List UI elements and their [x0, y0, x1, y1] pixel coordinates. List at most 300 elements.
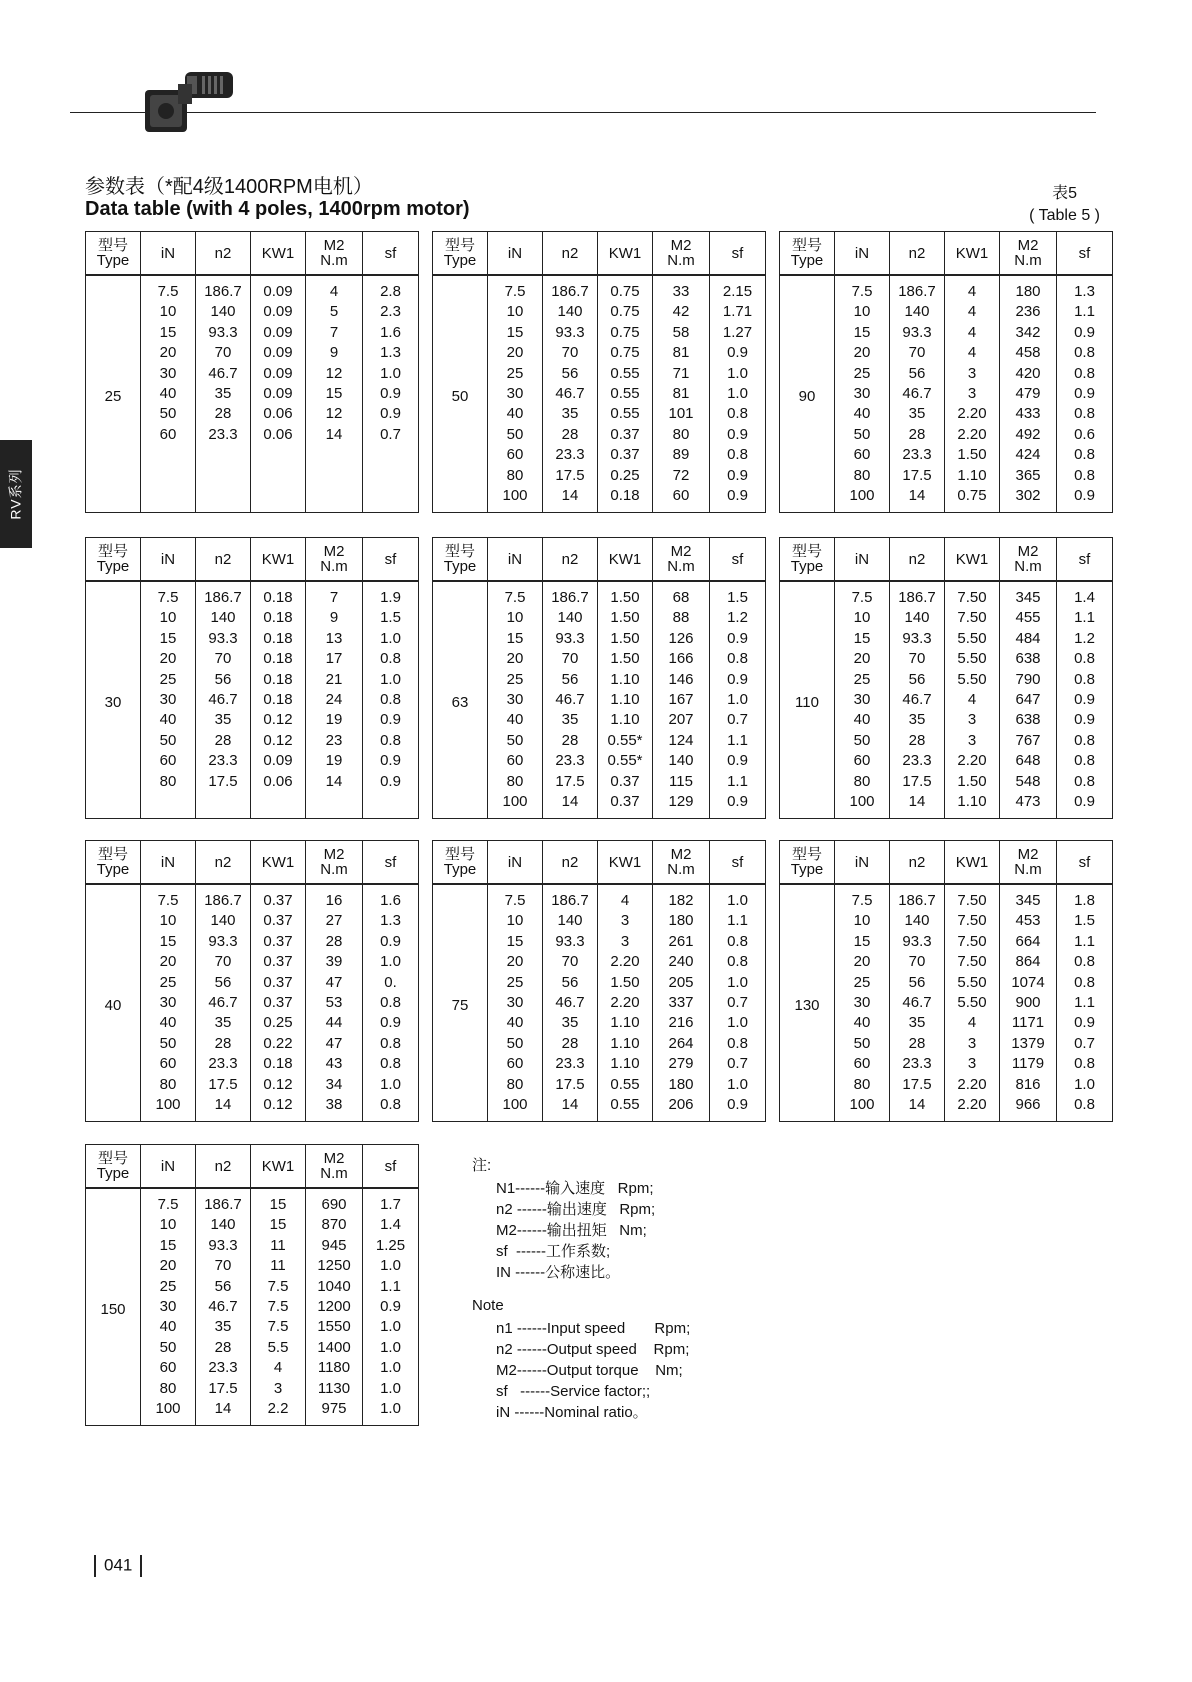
cell-kw1: 0.25: [598, 466, 653, 486]
cell-n2: 46.7: [196, 1297, 251, 1317]
cell-kw1: 5.50: [945, 649, 1000, 669]
cell-sf: 0.9: [1057, 384, 1113, 404]
header-m2-unit: N.m: [320, 252, 348, 269]
cell-m2: 4: [306, 275, 363, 302]
cell-in: 10: [835, 302, 890, 322]
filler-cell: [306, 1419, 363, 1425]
cell-kw1: 15: [251, 1188, 306, 1215]
cell-m2: 81: [653, 384, 710, 404]
header-type-en: Type: [443, 252, 477, 269]
data-table-type-25: [85, 231, 419, 513]
cell-m2: 43: [306, 1054, 363, 1074]
cell-in: 80: [835, 1075, 890, 1095]
cell-kw1: 2.20: [598, 952, 653, 972]
cell-sf: 0.9: [363, 384, 419, 404]
cell-sf: 1.27: [710, 323, 766, 343]
filler-cell: [141, 445, 196, 512]
header-n2: n2: [890, 841, 945, 885]
cell-m2: 205: [653, 973, 710, 993]
notes-en-line: iN ------Nominal ratio。: [496, 1404, 648, 1421]
header-in: iN: [835, 232, 890, 276]
cell-sf: 1.0: [710, 884, 766, 911]
cell-sf: 0.8: [1057, 343, 1113, 363]
cell-in: 10: [141, 302, 196, 322]
cell-in: 7.5: [488, 884, 543, 911]
header-sf: sf: [710, 538, 766, 582]
filler-cell: [363, 1419, 419, 1425]
cell-m2: 638: [1000, 649, 1057, 669]
cell-n2: 93.3: [543, 323, 598, 343]
header-sf: sf: [1057, 232, 1113, 276]
cell-sf: 0.8: [1057, 445, 1113, 465]
cell-sf: 1.0: [363, 1379, 419, 1399]
page-number-bar-right: [140, 1555, 142, 1577]
header-type-en: Type: [790, 558, 824, 575]
cell-in: 60: [835, 445, 890, 465]
cell-n2: 56: [196, 670, 251, 690]
cell-kw1: 1.50: [598, 581, 653, 608]
table-row: [433, 884, 766, 911]
cell-in: 20: [141, 1256, 196, 1276]
cell-sf: 1.6: [363, 884, 419, 911]
cell-kw1: 3: [945, 1054, 1000, 1074]
cell-kw1: 3: [945, 731, 1000, 751]
cell-sf: 0.: [363, 973, 419, 993]
cell-sf: 0.8: [710, 404, 766, 424]
cell-kw1: 4: [945, 302, 1000, 322]
filler-cell: [196, 445, 251, 512]
cell-in: 40: [141, 1013, 196, 1033]
cell-kw1: 0.09: [251, 343, 306, 363]
cell-in: 10: [835, 608, 890, 628]
cell-in: 60: [488, 751, 543, 771]
cell-n2: 70: [196, 649, 251, 669]
cell-in: 80: [141, 772, 196, 792]
header-sf: sf: [363, 841, 419, 885]
cell-in: 100: [835, 486, 890, 506]
header-type: [86, 1145, 141, 1189]
table-row: [86, 1188, 419, 1215]
header-n2: n2: [890, 538, 945, 582]
cell-m2: 473: [1000, 792, 1057, 812]
header-in: iN: [835, 841, 890, 885]
cell-sf: 0.9: [1057, 323, 1113, 343]
cell-n2: 140: [196, 302, 251, 322]
cell-kw1: 0.55: [598, 1075, 653, 1095]
cell-in: 7.5: [488, 275, 543, 302]
cell-n2: 17.5: [196, 1075, 251, 1095]
cell-kw1: 4: [945, 275, 1000, 302]
cell-m2: 7: [306, 323, 363, 343]
header-m2: [306, 1145, 363, 1189]
cell-kw1: 0.55: [598, 384, 653, 404]
cell-kw1: 1.10: [598, 710, 653, 730]
cell-m2: 166: [653, 649, 710, 669]
cell-kw1: 1.10: [598, 1054, 653, 1074]
cell-n2: 186.7: [196, 275, 251, 302]
table-row: [433, 275, 766, 302]
cell-m2: 17: [306, 649, 363, 669]
cell-kw1: 1.10: [598, 1034, 653, 1054]
header-kw1: KW1: [251, 1145, 306, 1189]
cell-n2: 93.3: [196, 1236, 251, 1256]
cell-in: 40: [835, 404, 890, 424]
type-value: 75: [433, 884, 488, 1122]
cell-in: 15: [141, 629, 196, 649]
cell-in: 20: [141, 343, 196, 363]
cell-in: 60: [488, 1054, 543, 1074]
cell-n2: 46.7: [543, 384, 598, 404]
cell-n2: 56: [196, 973, 251, 993]
cell-kw1: 4: [945, 343, 1000, 363]
cell-n2: 23.3: [890, 445, 945, 465]
cell-n2: 35: [543, 1013, 598, 1033]
cell-sf: 0.8: [1057, 404, 1113, 424]
cell-m2: 1171: [1000, 1013, 1057, 1033]
cell-kw1: 3: [251, 1379, 306, 1399]
cell-m2: 21: [306, 670, 363, 690]
cell-in: 25: [835, 670, 890, 690]
cell-kw1: 0.09: [251, 302, 306, 322]
cell-in: 20: [835, 343, 890, 363]
cell-sf: 2.3: [363, 302, 419, 322]
header-in: iN: [141, 1145, 196, 1189]
data-table-type-50: [432, 231, 766, 513]
cell-in: 50: [488, 731, 543, 751]
cell-n2: 56: [890, 670, 945, 690]
cell-kw1: 0.55*: [598, 731, 653, 751]
filler-cell: [543, 506, 598, 512]
cell-m2: 864: [1000, 952, 1057, 972]
cell-n2: 17.5: [196, 772, 251, 792]
header-kw1: KW1: [598, 538, 653, 582]
cell-m2: 146: [653, 670, 710, 690]
cell-kw1: 0.09: [251, 751, 306, 771]
cell-sf: 0.8: [363, 1054, 419, 1074]
cell-in: 50: [835, 1034, 890, 1054]
cell-m2: 14: [306, 425, 363, 445]
cell-sf: 0.9: [710, 425, 766, 445]
filler-cell: [1000, 506, 1057, 512]
cell-n2: 56: [543, 973, 598, 993]
cell-m2: 89: [653, 445, 710, 465]
cell-sf: 0.8: [363, 649, 419, 669]
cell-n2: 14: [890, 792, 945, 812]
header-sf: sf: [363, 1145, 419, 1189]
filler-cell: [835, 1115, 890, 1121]
cell-m2: 548: [1000, 772, 1057, 792]
cell-n2: 35: [196, 1013, 251, 1033]
type-value: 90: [780, 275, 835, 513]
cell-m2: 638: [1000, 710, 1057, 730]
cell-n2: 93.3: [196, 323, 251, 343]
filler-cell: [1057, 812, 1113, 818]
cell-m2: 337: [653, 993, 710, 1013]
cell-in: 20: [488, 649, 543, 669]
header-m2: [653, 841, 710, 885]
filler-cell: [598, 812, 653, 818]
cell-in: 30: [141, 993, 196, 1013]
filler-cell: [196, 792, 251, 818]
cell-kw1: 5.5: [251, 1338, 306, 1358]
filler-cell: [141, 1115, 196, 1121]
type-value: 40: [86, 884, 141, 1122]
cell-kw1: 0.18: [251, 649, 306, 669]
filler-cell: [1057, 506, 1113, 512]
cell-n2: 14: [543, 792, 598, 812]
notes-en-title: Note: [472, 1297, 504, 1314]
header-type-cn: 型号: [97, 237, 128, 254]
cell-n2: 46.7: [890, 993, 945, 1013]
cell-m2: 492: [1000, 425, 1057, 445]
header-m2-unit: N.m: [667, 558, 695, 575]
cell-sf: 0.7: [363, 425, 419, 445]
filler-cell: [543, 812, 598, 818]
cell-m2: 1074: [1000, 973, 1057, 993]
cell-kw1: 0.75: [598, 343, 653, 363]
cell-kw1: 0.12: [251, 1075, 306, 1095]
cell-in: 100: [141, 1095, 196, 1115]
header-m2: [1000, 538, 1057, 582]
header-m2-label: M2: [323, 846, 345, 863]
cell-m2: 790: [1000, 670, 1057, 690]
cell-sf: 1.71: [710, 302, 766, 322]
header-in: iN: [488, 538, 543, 582]
cell-n2: 14: [543, 486, 598, 506]
cell-kw1: 0.75: [598, 302, 653, 322]
cell-m2: 101: [653, 404, 710, 424]
filler-cell: [710, 1115, 766, 1121]
cell-sf: 1.6: [363, 323, 419, 343]
header-m2-unit: N.m: [320, 558, 348, 575]
cell-m2: 365: [1000, 466, 1057, 486]
header-m2: [653, 232, 710, 276]
filler-cell: [251, 1115, 306, 1121]
cell-m2: 345: [1000, 581, 1057, 608]
cell-in: 30: [835, 993, 890, 1013]
cell-n2: 140: [890, 302, 945, 322]
cell-sf: 0.8: [1057, 649, 1113, 669]
header-n2: n2: [196, 841, 251, 885]
header-type: [780, 841, 835, 885]
cell-in: 20: [488, 343, 543, 363]
cell-n2: 35: [890, 710, 945, 730]
filler-cell: [306, 792, 363, 818]
filler-cell: [945, 812, 1000, 818]
cell-n2: 14: [543, 1095, 598, 1115]
cell-in: 25: [488, 364, 543, 384]
header-sf: sf: [363, 232, 419, 276]
type-value: 150: [86, 1188, 141, 1426]
cell-in: 25: [141, 1277, 196, 1297]
cell-n2: 46.7: [196, 690, 251, 710]
cell-m2: 180: [1000, 275, 1057, 302]
cell-n2: 17.5: [890, 1075, 945, 1095]
cell-in: 50: [141, 1338, 196, 1358]
heading-english: Data table (with 4 poles, 1400rpm motor): [85, 198, 470, 220]
cell-in: 20: [835, 952, 890, 972]
cell-sf: 0.8: [710, 445, 766, 465]
cell-m2: 16: [306, 884, 363, 911]
cell-n2: 17.5: [543, 772, 598, 792]
cell-n2: 93.3: [543, 629, 598, 649]
cell-sf: 1.3: [363, 343, 419, 363]
cell-sf: 0.9: [710, 792, 766, 812]
cell-kw1: 7.50: [945, 911, 1000, 931]
cell-m2: 1179: [1000, 1054, 1057, 1074]
cell-in: 50: [835, 731, 890, 751]
filler-cell: [141, 1419, 196, 1425]
header-type-cn: 型号: [97, 1150, 128, 1167]
cell-n2: 35: [196, 1317, 251, 1337]
header-m2-label: M2: [1017, 543, 1039, 560]
cell-kw1: 0.09: [251, 275, 306, 302]
cell-in: 50: [488, 1034, 543, 1054]
notes-cn-line: IN ------公称速比。: [496, 1264, 621, 1281]
cell-n2: 140: [543, 302, 598, 322]
cell-n2: 28: [196, 731, 251, 751]
cell-kw1: 0.55: [598, 1095, 653, 1115]
cell-in: 80: [835, 772, 890, 792]
cell-kw1: 0.12: [251, 1095, 306, 1115]
cell-sf: 0.9: [363, 772, 419, 792]
filler-cell: [251, 1419, 306, 1425]
cell-sf: 1.0: [363, 1358, 419, 1378]
cell-m2: 167: [653, 690, 710, 710]
filler-cell: [1000, 812, 1057, 818]
cell-in: 7.5: [141, 275, 196, 302]
cell-kw1: 3: [945, 364, 1000, 384]
cell-sf: 1.3: [1057, 275, 1113, 302]
cell-kw1: 0.12: [251, 731, 306, 751]
cell-n2: 56: [890, 364, 945, 384]
cell-in: 60: [141, 1054, 196, 1074]
cell-m2: 342: [1000, 323, 1057, 343]
header-in: iN: [141, 232, 196, 276]
cell-kw1: 0.18: [251, 581, 306, 608]
cell-kw1: 2.20: [945, 404, 1000, 424]
filler-cell: [251, 792, 306, 818]
cell-n2: 46.7: [196, 993, 251, 1013]
filler-cell: [488, 1115, 543, 1121]
data-table-type-90: [779, 231, 1113, 513]
filler-cell: [710, 812, 766, 818]
cell-n2: 46.7: [543, 993, 598, 1013]
cell-in: 15: [835, 323, 890, 343]
series-side-tab-label: RV系列: [8, 468, 25, 520]
cell-m2: 44: [306, 1013, 363, 1033]
cell-sf: 1.1: [1057, 302, 1113, 322]
data-table-type-30: [85, 537, 419, 819]
cell-n2: 186.7: [196, 884, 251, 911]
cell-n2: 17.5: [890, 466, 945, 486]
cell-in: 100: [488, 792, 543, 812]
header-type-en: Type: [96, 1165, 130, 1182]
table-row: [86, 581, 419, 608]
cell-n2: 35: [543, 710, 598, 730]
cell-m2: 15: [306, 384, 363, 404]
cell-n2: 186.7: [543, 884, 598, 911]
cell-n2: 23.3: [890, 1054, 945, 1074]
table-row: [86, 884, 419, 911]
cell-m2: 216: [653, 1013, 710, 1033]
notes-en-line: sf ------Service factor;;: [496, 1383, 651, 1400]
header-type-en: Type: [443, 861, 477, 878]
header-m2-unit: N.m: [320, 861, 348, 878]
cell-kw1: 3: [598, 932, 653, 952]
cell-kw1: 11: [251, 1236, 306, 1256]
cell-in: 10: [488, 302, 543, 322]
cell-kw1: 2.20: [598, 993, 653, 1013]
cell-n2: 70: [890, 343, 945, 363]
cell-m2: 129: [653, 792, 710, 812]
cell-kw1: 0.37: [598, 772, 653, 792]
cell-m2: 24: [306, 690, 363, 710]
header-m2-label: M2: [323, 543, 345, 560]
cell-sf: 0.6: [1057, 425, 1113, 445]
cell-sf: 1.0: [1057, 1075, 1113, 1095]
cell-sf: 1.0: [363, 1317, 419, 1337]
cell-m2: 433: [1000, 404, 1057, 424]
cell-m2: 13: [306, 629, 363, 649]
cell-n2: 140: [890, 911, 945, 931]
filler-cell: [543, 1115, 598, 1121]
cell-n2: 28: [543, 425, 598, 445]
notes-en-line: n2 ------Output speed Rpm;: [496, 1341, 690, 1358]
cell-sf: 0.7: [710, 1054, 766, 1074]
cell-sf: 0.9: [1057, 710, 1113, 730]
cell-m2: 458: [1000, 343, 1057, 363]
header-m2-label: M2: [1017, 846, 1039, 863]
cell-sf: 1.0: [363, 1338, 419, 1358]
cell-m2: 5: [306, 302, 363, 322]
header-m2-label: M2: [323, 237, 345, 254]
cell-n2: 28: [196, 404, 251, 424]
cell-kw1: 1.50: [598, 629, 653, 649]
cell-kw1: 1.10: [598, 1013, 653, 1033]
cell-in: 100: [835, 1095, 890, 1115]
filler-cell: [141, 792, 196, 818]
table-row: [780, 884, 1113, 911]
cell-m2: 47: [306, 973, 363, 993]
filler-cell: [890, 1115, 945, 1121]
page-number-text: 041: [104, 1555, 133, 1575]
header-in: iN: [141, 538, 196, 582]
cell-in: 20: [141, 649, 196, 669]
cell-n2: 23.3: [196, 1054, 251, 1074]
cell-kw1: 2.2: [251, 1399, 306, 1419]
cell-in: 20: [835, 649, 890, 669]
cell-n2: 93.3: [543, 932, 598, 952]
cell-sf: 1.0: [710, 973, 766, 993]
cell-in: 30: [141, 364, 196, 384]
cell-m2: 1040: [306, 1277, 363, 1297]
data-table-type-75: [432, 840, 766, 1122]
filler-cell: [488, 812, 543, 818]
cell-kw1: 0.06: [251, 425, 306, 445]
cell-in: 25: [835, 364, 890, 384]
cell-m2: 690: [306, 1188, 363, 1215]
cell-kw1: 7.50: [945, 952, 1000, 972]
cell-kw1: 0.55*: [598, 751, 653, 771]
filler-cell: [488, 506, 543, 512]
cell-in: 30: [835, 384, 890, 404]
cell-sf: 1.0: [363, 1256, 419, 1276]
cell-kw1: 2.20: [945, 751, 1000, 771]
cell-in: 7.5: [141, 1188, 196, 1215]
cell-m2: 455: [1000, 608, 1057, 628]
cell-m2: 1379: [1000, 1034, 1057, 1054]
